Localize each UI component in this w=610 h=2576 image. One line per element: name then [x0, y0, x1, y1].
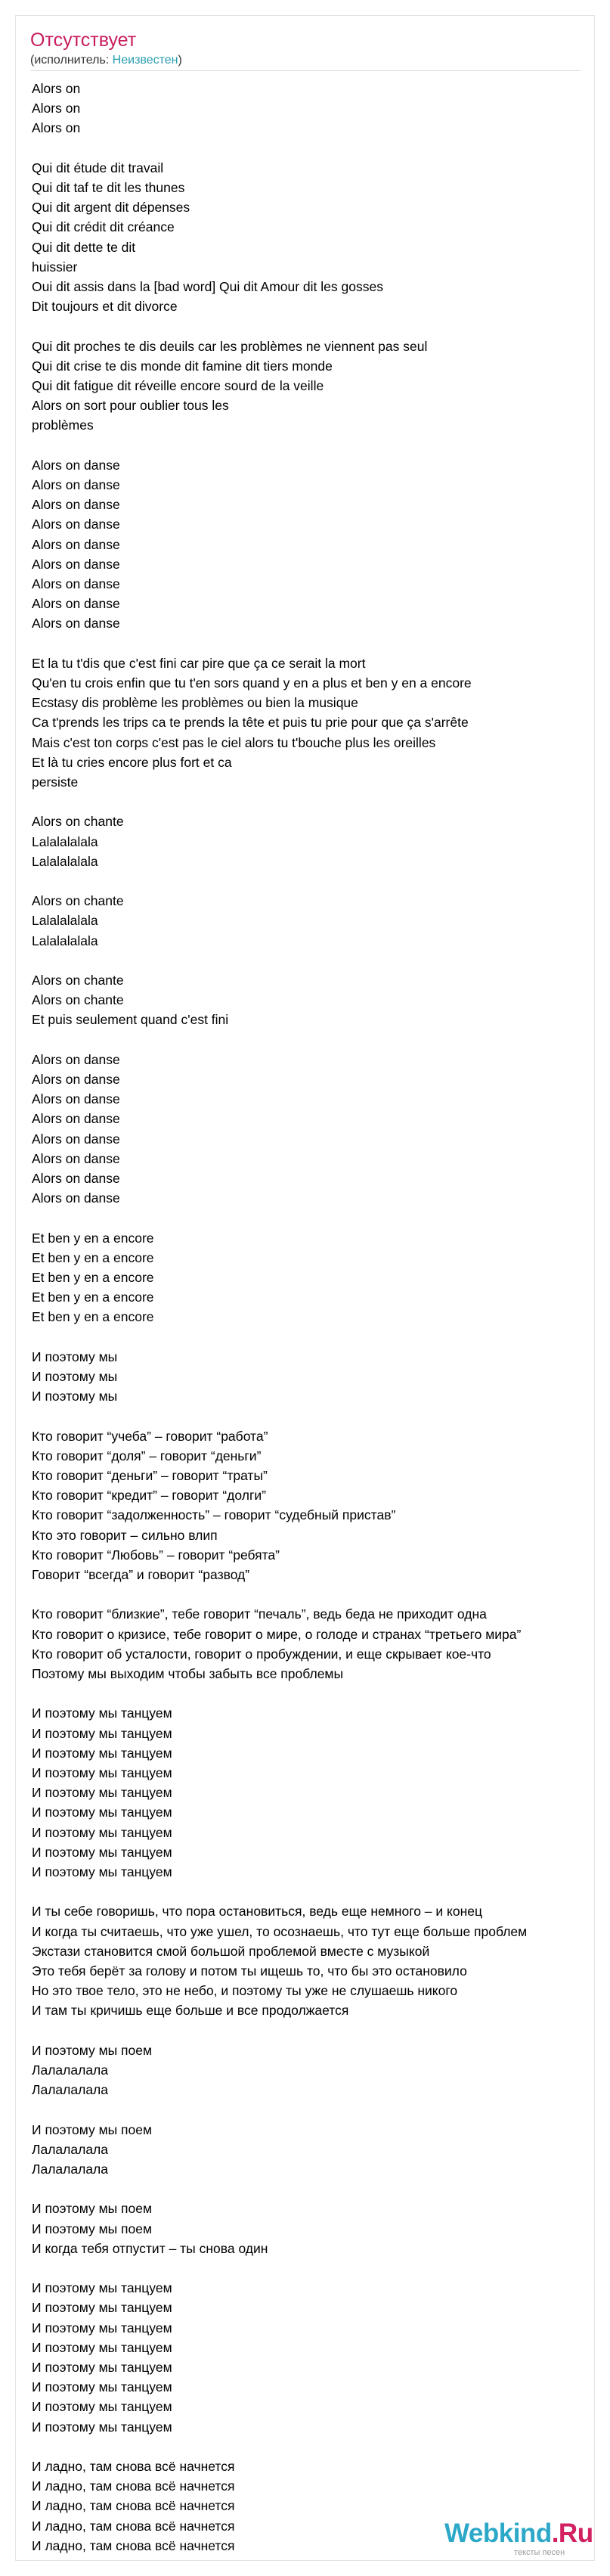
artist-link[interactable]: Неизвестен	[112, 54, 178, 67]
lyric-line: И поэтому мы танцуем	[32, 2300, 172, 2316]
lyric-line: Alors on chante	[32, 992, 124, 1008]
lyric-line: Лалалалала	[32, 2082, 108, 2098]
lyric-line: Dit toujours et dit divorce	[32, 299, 178, 315]
lyric-line: Et ben y en a encore	[32, 1230, 154, 1246]
lyric-line: Лалалалала	[32, 2141, 108, 2157]
lyric-line: И поэтому мы танцуем	[32, 2360, 172, 2376]
lyric-line: Alors on danse	[32, 1111, 120, 1127]
lyric-line: И поэтому мы танцуем	[32, 1864, 172, 1880]
lyric-line: И ладно, там снова всё начнется	[32, 2518, 235, 2534]
lyric-line: Кто говорит “кредит” – говорит “долги”	[32, 1488, 266, 1504]
lyric-line: И там ты кричишь еще больше и все продолжается	[32, 2003, 349, 2019]
lyric-line: Lalalalalala	[32, 933, 98, 948]
lyric-line: И поэтому мы поем	[32, 2121, 153, 2137]
lyric-blank-line	[32, 2021, 591, 2041]
credit-prefix: (исполнитель:	[30, 54, 113, 67]
lyric-blank-line	[32, 792, 591, 812]
lyric-line: Et là tu cries encore plus fort et ca	[32, 754, 232, 770]
lyric-line: Кто говорит о кризисе, тебе говорит о мире, о голоде и странах “третьего мира”	[32, 1626, 522, 1642]
lyric-line: Alors on danse	[32, 556, 120, 572]
lyric-line: И поэтому мы танцуем	[32, 1705, 172, 1721]
lyric-blank-line	[32, 634, 591, 653]
lyric-line: Alors on danse	[32, 457, 120, 473]
lyric-line: Lalalalalala	[32, 853, 98, 869]
lyric-line: Qu'en tu crois enfin que tu t'en sors quand y en a plus et ben y en a encore	[32, 675, 472, 691]
lyric-line: И ты себе говоришь, что пора остановиться, ведь еще немного – и конец	[32, 1904, 483, 1920]
lyric-line: Lalalalalala	[32, 913, 98, 929]
lyric-line: И поэтому мы	[32, 1349, 118, 1364]
lyric-line: Mais c'est ton corps c'est pas le ciel alors tu t'bouche plus les oreilles	[32, 734, 436, 750]
lyric-line: Alors on danse	[32, 1171, 120, 1187]
lyric-line: Et ben y en a encore	[32, 1270, 154, 1286]
lyric-line: Кто говорит “деньги” – говорит “траты”	[32, 1468, 268, 1484]
lyric-blank-line	[32, 2179, 591, 2199]
lyric-line: Alors on danse	[32, 1091, 120, 1107]
lyric-line: И ладно, там снова всё начнется	[32, 2498, 235, 2514]
lyric-line: Ca t'prends les trips ca te prends la tête et puis tu prie pour que ça s'arrête	[32, 715, 469, 731]
lyric-line: Alors on sort pour oublier tous les	[32, 398, 229, 414]
lyric-blank-line	[32, 2437, 591, 2457]
lyric-line: Alors on chante	[32, 973, 124, 989]
lyric-line: Et la tu t'dis que c'est fini car pire que ça ce serait la mort	[32, 655, 366, 671]
lyric-line: Лалалалала	[32, 2062, 108, 2078]
logo-brand: Webkind	[444, 2519, 552, 2548]
header-divider	[30, 70, 581, 71]
lyric-line: Et puis seulement quand c'est fini	[32, 1012, 229, 1028]
lyric-line: persiste	[32, 774, 79, 790]
lyric-line: И ладно, там снова всё начнется	[32, 2537, 235, 2553]
lyric-line: Alors on danse	[32, 1150, 120, 1166]
lyric-line: Et ben y en a encore	[32, 1290, 154, 1305]
lyric-line: Qui dit dette te dit	[32, 239, 136, 255]
lyric-line: Et ben y en a encore	[32, 1309, 154, 1325]
lyric-line: Alors on danse	[32, 1190, 120, 1206]
lyric-blank-line	[32, 138, 591, 158]
lyric-line: Qui dit proches te dis deuils car les problèmes ne viennent pas seul	[32, 338, 428, 354]
lyric-line: И поэтому мы танцуем	[32, 2399, 172, 2415]
logo-tagline: тексты песен	[514, 2548, 565, 2557]
lyric-line: Кто говорит “задолженность” – говорит “судебный пристав”	[32, 1507, 396, 1523]
lyric-line: И поэтому мы поем	[32, 2201, 153, 2217]
lyric-line: Qui dit étude dit travail	[32, 160, 164, 175]
lyric-line: Говорит “всегда” и говорит “развод”	[32, 1567, 250, 1583]
lyric-line: Экстази становится смой большой проблемой вместе с музыкой	[32, 1943, 430, 1959]
lyric-line: И когда тебя отпустит – ты снова один	[32, 2240, 268, 2256]
logo-wordmark	[444, 2519, 593, 2549]
lyric-line: И поэтому мы танцуем	[32, 1824, 172, 1840]
lyric-line: И когда ты считаешь, что уже ушел, то осознаешь, что тут еще больше проблем	[32, 1923, 528, 1939]
lyric-line: Alors on danse	[32, 477, 120, 493]
lyric-line: Qui dit crédit dit créance	[32, 219, 175, 235]
lyric-blank-line	[32, 2258, 591, 2278]
lyric-line: Но это твое тело, это не небо, и поэтому ты уже не слушаешь никого	[32, 1983, 458, 1999]
lyric-line: Qui dit argent dit dépenses	[32, 200, 190, 216]
song-title: Отсутствует	[30, 29, 137, 51]
lyric-line: Alors on chante	[32, 893, 124, 909]
lyric-line: Кто говорит “Любовь” – говорит “ребята”	[32, 1547, 280, 1563]
lyric-blank-line	[32, 1684, 591, 1703]
lyric-blank-line	[32, 2100, 591, 2119]
artist-credit	[30, 53, 182, 68]
lyric-line: Alors on danse	[32, 497, 120, 513]
lyric-line: Oui dit assis dans la [bad word] Qui dit Amour dit les gosses	[32, 279, 383, 295]
lyrics-text	[32, 79, 591, 2556]
lyric-line: И поэтому мы танцуем	[32, 1805, 172, 1820]
lyric-line: И ладно, там снова всё начнется	[32, 2459, 235, 2475]
lyric-line: И поэтому мы танцуем	[32, 2339, 172, 2355]
lyric-line: И поэтому мы танцуем	[32, 2280, 172, 2296]
lyric-line: И поэтому мы танцуем	[32, 1844, 172, 1860]
lyric-line: И поэтому мы танцуем	[32, 1765, 172, 1781]
lyric-line: Alors on danse	[32, 1072, 120, 1088]
lyric-line: Это тебя берёт за голову и потом ты ищешь то, что бы это остановило	[32, 1963, 467, 1979]
lyric-line: Кто говорит об усталости, говорит о пробуждении, и еще скрывает кое-что	[32, 1646, 491, 1662]
lyric-line: Alors on danse	[32, 536, 120, 552]
lyric-line: Кто это говорит – сильно влип	[32, 1527, 218, 1543]
lyric-line: И поэтому мы танцуем	[32, 1745, 172, 1761]
lyric-line: Alors on danse	[32, 1051, 120, 1067]
lyric-line: Alors on danse	[32, 596, 120, 612]
lyric-blank-line	[32, 316, 591, 336]
lyric-line: Qui dit fatigue dit réveille encore sourd de la veille	[32, 378, 324, 394]
credit-suffix: )	[178, 54, 182, 67]
lyric-blank-line	[32, 1030, 591, 1050]
logo-tld: .Ru	[551, 2519, 593, 2548]
lyric-line: Et ben y en a encore	[32, 1249, 154, 1265]
lyric-line: Alors on	[32, 120, 81, 136]
lyric-line: Поэтому мы выходим чтобы забыть все проблемы	[32, 1666, 344, 1682]
lyric-line: Lalalalalala	[32, 833, 98, 849]
lyric-line: problèmes	[32, 417, 94, 433]
lyric-line: И поэтому мы танцуем	[32, 2419, 172, 2435]
lyric-line: И поэтому мы танцуем	[32, 2320, 172, 2335]
lyric-line: Qui dit taf te dit les thunes	[32, 180, 185, 195]
lyric-blank-line	[32, 1882, 591, 1901]
lyric-line: И поэтому мы поем	[32, 2221, 153, 2236]
lyric-blank-line	[32, 1406, 591, 1426]
lyric-line: И поэтому мы танцуем	[32, 2379, 172, 2395]
lyric-line: Alors on danse	[32, 616, 120, 632]
lyric-blank-line	[32, 436, 591, 455]
lyric-line: И ладно, там снова всё начнется	[32, 2478, 235, 2494]
lyric-line: Alors on	[32, 81, 81, 96]
lyric-blank-line	[32, 1584, 591, 1604]
lyric-line: Qui dit crise te dis monde dit famine dit tiers monde	[32, 358, 333, 374]
lyric-line: И поэтому мы	[32, 1389, 118, 1404]
lyric-line: huissier	[32, 259, 78, 275]
site-logo[interactable]	[444, 2519, 596, 2564]
lyric-line: Alors on chante	[32, 814, 124, 830]
lyric-line: И поэтому мы танцуем	[32, 1785, 172, 1801]
lyric-line: Alors on	[32, 101, 81, 116]
lyric-line: Кто говорит “близкие”, тебе говорит “печаль”, ведь беда не приходит одна	[32, 1606, 487, 1622]
lyric-line: И поэтому мы танцуем	[32, 1725, 172, 1741]
lyric-blank-line	[32, 1208, 591, 1227]
lyric-line: Кто говорит “доля” – говорит “деньги”	[32, 1448, 262, 1463]
lyric-line: Alors on danse	[32, 517, 120, 532]
lyric-blank-line	[32, 951, 591, 970]
lyric-line: Alors on danse	[32, 576, 120, 592]
lyric-line: И поэтому мы поем	[32, 2042, 153, 2058]
lyric-line: И поэтому мы	[32, 1369, 118, 1385]
lyric-line: Кто говорит “учеба” – говорит “работа”	[32, 1428, 268, 1444]
lyric-line: Alors on danse	[32, 1131, 120, 1147]
lyric-line: Ecstasy dis problème les problèmes ou bien la musique	[32, 695, 358, 711]
lyric-blank-line	[32, 1327, 591, 1347]
lyric-blank-line	[32, 871, 591, 891]
lyric-line: Лалалалала	[32, 2162, 108, 2177]
